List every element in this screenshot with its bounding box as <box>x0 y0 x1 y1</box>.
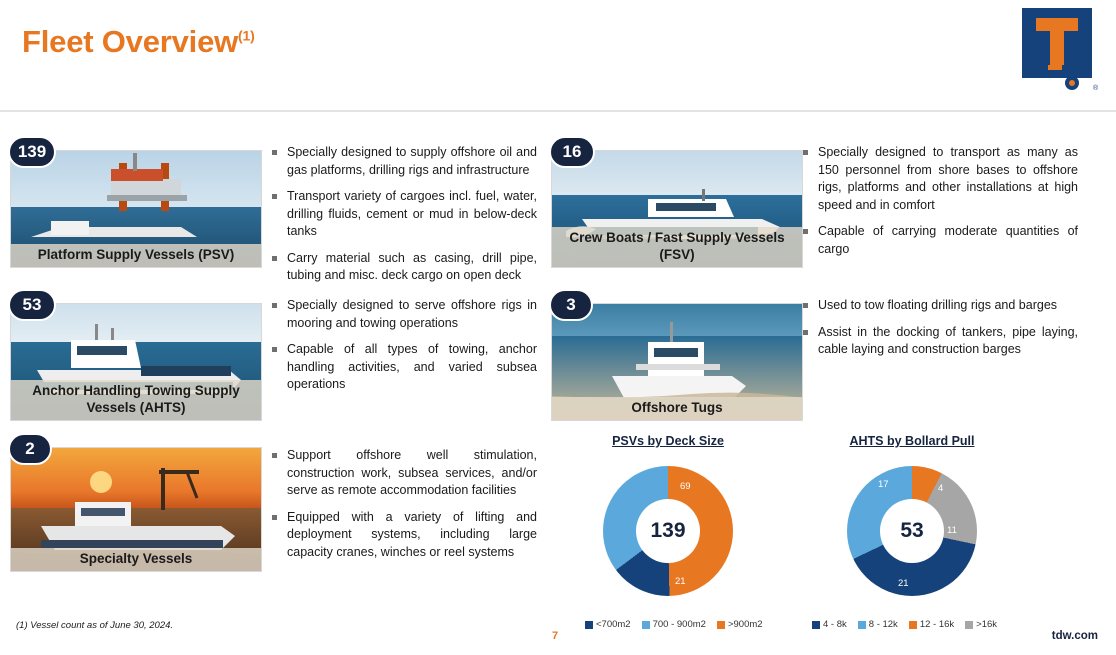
tugs-photo <box>551 303 803 421</box>
list-item: Equipped with a variety of lifting and deployment systems, including large capacity cranes, winches or reel systems <box>272 509 537 562</box>
legend-item <box>909 619 954 630</box>
list-item: Used to tow floating drilling rigs and barges <box>803 297 1078 315</box>
psv-count-badge: 139 <box>8 136 56 168</box>
ahts-caption: Anchor Handling Towing Supply Vessels (AHTS) <box>11 380 261 420</box>
legend-label: 8 - 12k <box>868 619 898 630</box>
tugs-caption: Offshore Tugs <box>552 397 802 420</box>
ahts-count-badge: 53 <box>8 289 56 321</box>
legend-label: >900m2 <box>727 619 763 630</box>
psv-donut-center-label: 139 <box>636 499 700 563</box>
legend-item <box>717 619 763 630</box>
psv-slice-label-under700: 49 <box>592 551 603 562</box>
fsv-count-badge: 16 <box>549 136 595 168</box>
website-label: tdw.com <box>1051 630 1098 642</box>
svg-text:®: ® <box>1093 85 1098 92</box>
legend-swatch <box>965 621 973 629</box>
ahts-slice-label-over16k: 11 <box>947 525 957 536</box>
chart-title-ahts: AHTS by Bollard Pull <box>849 434 975 448</box>
specialty-caption: Specialty Vessels <box>11 548 261 571</box>
card-fsv <box>551 142 803 268</box>
header-divider <box>0 110 1116 112</box>
legend-label: 12 - 16k <box>919 619 955 630</box>
specialty-bullets <box>272 447 537 570</box>
page-number: 7 <box>552 630 559 642</box>
psv-photo <box>10 150 262 268</box>
card-psv <box>10 142 262 268</box>
card-ahts <box>10 295 262 421</box>
legend-label: >16k <box>976 619 998 630</box>
ahts-slice-label-4-8k: 21 <box>898 578 909 589</box>
list-item: Capable of carrying moderate quantities of cargo <box>803 223 1078 258</box>
list-item: Support offshore well stimulation, construction work, subsea services, and/or serve as remote accommodation facilities <box>272 447 537 500</box>
page-title-superscript: (1) <box>238 27 255 44</box>
list-item: Carry material such as casing, drill pipe, tubing and misc. deck cargo on open deck <box>272 250 537 285</box>
legend-swatch <box>717 621 725 629</box>
ahts-photo <box>10 303 262 421</box>
psv-legend <box>585 619 770 630</box>
specialty-photo <box>10 447 262 572</box>
legend-swatch <box>812 621 820 629</box>
company-logo-icon <box>1016 6 1098 92</box>
legend-label: 4 - 8k <box>823 619 847 630</box>
ahts-donut-center-label: 53 <box>880 499 944 563</box>
legend-swatch <box>585 621 593 629</box>
fsv-caption: Crew Boats / Fast Supply Vessels (FSV) <box>552 227 802 267</box>
list-item: Specially designed to supply offshore oil and gas platforms, drilling rigs and infrastructure <box>272 144 537 179</box>
ahts-donut-chart <box>847 466 977 596</box>
psv-slice-label-900: 69 <box>680 481 691 492</box>
card-tugs <box>551 295 803 421</box>
legend-item <box>858 619 898 630</box>
list-item: Specially designed to serve offshore rigs in mooring and towing operations <box>272 297 537 332</box>
ahts-slice-label-8-12k: 17 <box>878 479 889 490</box>
card-specialty <box>10 439 262 572</box>
legend-item <box>965 619 997 630</box>
legend-item <box>812 619 847 630</box>
legend-label: <700m2 <box>596 619 631 630</box>
footnote: (1) Vessel count as of June 30, 2024. <box>16 620 174 631</box>
legend-label: 700 - 900m2 <box>652 619 706 630</box>
tugs-count-badge: 3 <box>549 289 593 321</box>
page-title-text: Fleet Overview <box>22 24 239 59</box>
legend-item <box>585 619 631 630</box>
list-item: Capable of all types of towing, anchor handling activities, and varied subsea operations <box>272 341 537 394</box>
psv-slice-label-700-900: 21 <box>675 576 686 587</box>
list-item: Transport variety of cargoes incl. fuel, water, drilling fluids, cement or mud in below-deck tanks <box>272 188 537 241</box>
ahts-bullets <box>272 297 537 403</box>
specialty-count-badge: 2 <box>8 433 52 465</box>
fsv-photo <box>551 150 803 268</box>
tugs-bullets <box>803 297 1078 368</box>
ahts-legend <box>812 619 1004 630</box>
legend-swatch <box>858 621 866 629</box>
legend-swatch <box>909 621 917 629</box>
fsv-bullets <box>803 144 1078 267</box>
list-item: Specially designed to transport as many as 150 personnel from shore bases to offshore rigs, platforms and other installations at high speed and in comfort <box>803 144 1078 214</box>
psv-donut-chart <box>603 466 733 596</box>
psv-bullets <box>272 144 537 294</box>
psv-caption: Platform Supply Vessels (PSV) <box>11 244 261 267</box>
legend-item <box>642 619 706 630</box>
page-title <box>22 24 255 60</box>
chart-title-psv: PSVs by Deck Size <box>612 434 724 448</box>
list-item: Assist in the docking of tankers, pipe laying, cable laying and construction barges <box>803 324 1078 359</box>
legend-swatch <box>642 621 650 629</box>
ahts-slice-label-12-16k: 4 <box>938 483 944 494</box>
